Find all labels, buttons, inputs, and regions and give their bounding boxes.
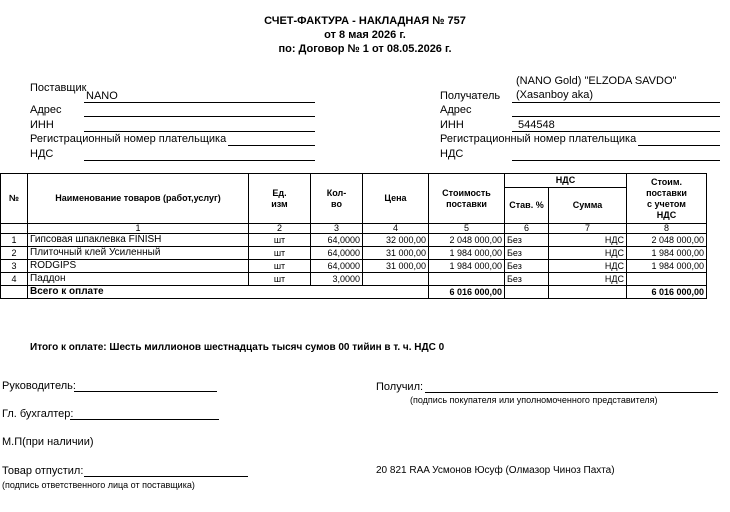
row-unit: шт (249, 260, 311, 273)
row-no: 1 (1, 234, 28, 247)
invoice-contract: по: Договор № 1 от 08.05.2026 г. (278, 43, 452, 55)
invoice-date: от 8 мая 2026 г. (324, 29, 406, 41)
header-cost-2: поставки (446, 198, 487, 209)
head-signature-line (74, 391, 217, 392)
total-label: Всего к оплате (28, 286, 429, 299)
recipient-value-2: (Xasanboy aka) (516, 89, 594, 101)
header-price: Цена (363, 174, 429, 224)
row-unit: шт (249, 234, 311, 247)
header-cost (429, 174, 505, 224)
total-vat-rate (505, 286, 549, 299)
row-name: RODGIPS (28, 260, 249, 273)
row-vat-sum: НДС (549, 260, 627, 273)
total-row (1, 286, 707, 299)
items-table (0, 173, 707, 299)
table-row (1, 234, 707, 247)
supplier-reg-label: Регистрационный номер плательщика (30, 133, 227, 145)
header-qty (311, 174, 363, 224)
supplier-inn-label: ИНН (30, 119, 54, 131)
header-vat: НДС (505, 174, 627, 188)
supplier-reg-line (228, 145, 315, 146)
row-vat-rate: Без (505, 273, 549, 286)
header-vat-sum: Сумма (549, 188, 627, 224)
recipient-address-label: Адрес (440, 104, 472, 116)
header-vat-rate: Став. % (505, 188, 549, 224)
col-number: 2 (249, 224, 311, 234)
invoice-title: СЧЕТ-ФАКТУРА - НАКЛАДНАЯ № 757 (264, 15, 466, 27)
row-vat-rate: Без (505, 260, 549, 273)
table-row (1, 260, 707, 273)
recipient-reg-line (638, 145, 720, 146)
row-price: 32 000,00 (363, 234, 429, 247)
amount-in-words: Итого к оплате: Шесть миллионов шестнадцать тысяч сумов 00 тийин в т. ч. НДС 0 (30, 342, 445, 353)
driver-line: 20 821 RAA Усмонов Юсуф (Олмазор Чиноз Пахта) (376, 465, 615, 476)
accountant-label: Гл. бухгалтер: (2, 408, 74, 420)
col-number: 1 (28, 224, 249, 234)
recipient-value-1: (NANO Gold) "ELZODA SAVDO" (516, 75, 677, 87)
released-label: Товар отпустил: (2, 465, 84, 477)
supplier-vat-line (84, 160, 315, 161)
header-total (627, 174, 707, 224)
row-unit: шт (249, 247, 311, 260)
row-price: 31 000,00 (363, 260, 429, 273)
col-number: 5 (429, 224, 505, 234)
header-no: № (1, 174, 28, 224)
recipient-line (512, 102, 720, 103)
total-spacer (1, 286, 28, 299)
row-no: 4 (1, 273, 28, 286)
header-total-4: НДС (656, 209, 677, 220)
col-number: 8 (627, 224, 707, 234)
supplier-line (84, 102, 315, 103)
row-qty: 64,0000 (311, 247, 363, 260)
supplier-address-label: Адрес (30, 104, 62, 116)
row-cost: 1 984 000,00 (429, 247, 505, 260)
row-name: Паддон (28, 273, 249, 286)
recipient-reg-label: Регистрационный номер плательщика (440, 133, 637, 145)
recipient-inn-label: ИНН (440, 119, 464, 131)
header-cost-1: Стоимость (442, 187, 491, 198)
supplier-inn-line (84, 131, 315, 132)
stamp-label: М.П(при наличии) (2, 436, 94, 448)
recipient-label: Получатель (440, 90, 501, 102)
row-price (363, 273, 429, 286)
recipient-address-line (512, 116, 720, 117)
header-unit-2: изм (271, 198, 288, 209)
col-number: 4 (363, 224, 429, 234)
row-qty: 64,0000 (311, 234, 363, 247)
row-vat-rate: Без (505, 247, 549, 260)
supplier-value: NANO (86, 90, 118, 102)
header-qty-2: во (331, 198, 342, 209)
row-cost (429, 273, 505, 286)
header-unit-1: Ед. (272, 187, 287, 198)
row-name: Плиточный клей Усиленный (28, 247, 249, 260)
table-row (1, 247, 707, 260)
received-label: Получил: (376, 381, 424, 393)
released-note: (подпись ответственного лица от поставщика) (2, 480, 195, 490)
row-price: 31 000,00 (363, 247, 429, 260)
supplier-label: Поставщик (30, 82, 87, 94)
recipient-inn-value: 544548 (518, 119, 555, 131)
header-total-2: поставки (646, 187, 687, 198)
row-cost: 2 048 000,00 (429, 234, 505, 247)
supplier-vat-label: НДС (30, 148, 54, 160)
row-vat-sum: НДС (549, 247, 627, 260)
recipient-vat-line (512, 160, 720, 161)
row-name: Гипсовая шпаклевка FINISH (28, 234, 249, 247)
header-total-1: Стоим. (651, 176, 682, 187)
total-cost: 6 016 000,00 (429, 286, 505, 299)
header-unit (249, 174, 311, 224)
col-number: 3 (311, 224, 363, 234)
col-number: 6 (505, 224, 549, 234)
header-name: Наименование товаров (работ,услуг) (28, 174, 249, 224)
col-number (1, 224, 28, 234)
row-total: 1 984 000,00 (627, 260, 707, 273)
row-no: 2 (1, 247, 28, 260)
total-grand: 6 016 000,00 (627, 286, 707, 299)
row-unit: шт (249, 273, 311, 286)
row-total (627, 273, 707, 286)
recipient-vat-label: НДС (440, 148, 464, 160)
header-qty-1: Кол- (326, 187, 347, 198)
row-qty: 3,0000 (311, 273, 363, 286)
row-vat-sum: НДС (549, 273, 627, 286)
received-signature-line (425, 392, 718, 393)
row-qty: 64,0000 (311, 260, 363, 273)
received-note: (подпись покупателя или уполномоченного представителя) (410, 395, 658, 405)
row-total: 1 984 000,00 (627, 247, 707, 260)
head-label: Руководитель: (2, 380, 76, 392)
row-vat-sum: НДС (549, 234, 627, 247)
table-row (1, 273, 707, 286)
row-cost: 1 984 000,00 (429, 260, 505, 273)
recipient-inn-line (512, 131, 720, 132)
supplier-address-line (84, 116, 315, 117)
row-vat-rate: Без (505, 234, 549, 247)
row-total: 2 048 000,00 (627, 234, 707, 247)
total-vat-sum (549, 286, 627, 299)
col-number: 7 (549, 224, 627, 234)
accountant-signature-line (70, 419, 219, 420)
header-total-3: с учетом (647, 198, 686, 209)
released-signature-line (84, 476, 248, 477)
row-no: 3 (1, 260, 28, 273)
